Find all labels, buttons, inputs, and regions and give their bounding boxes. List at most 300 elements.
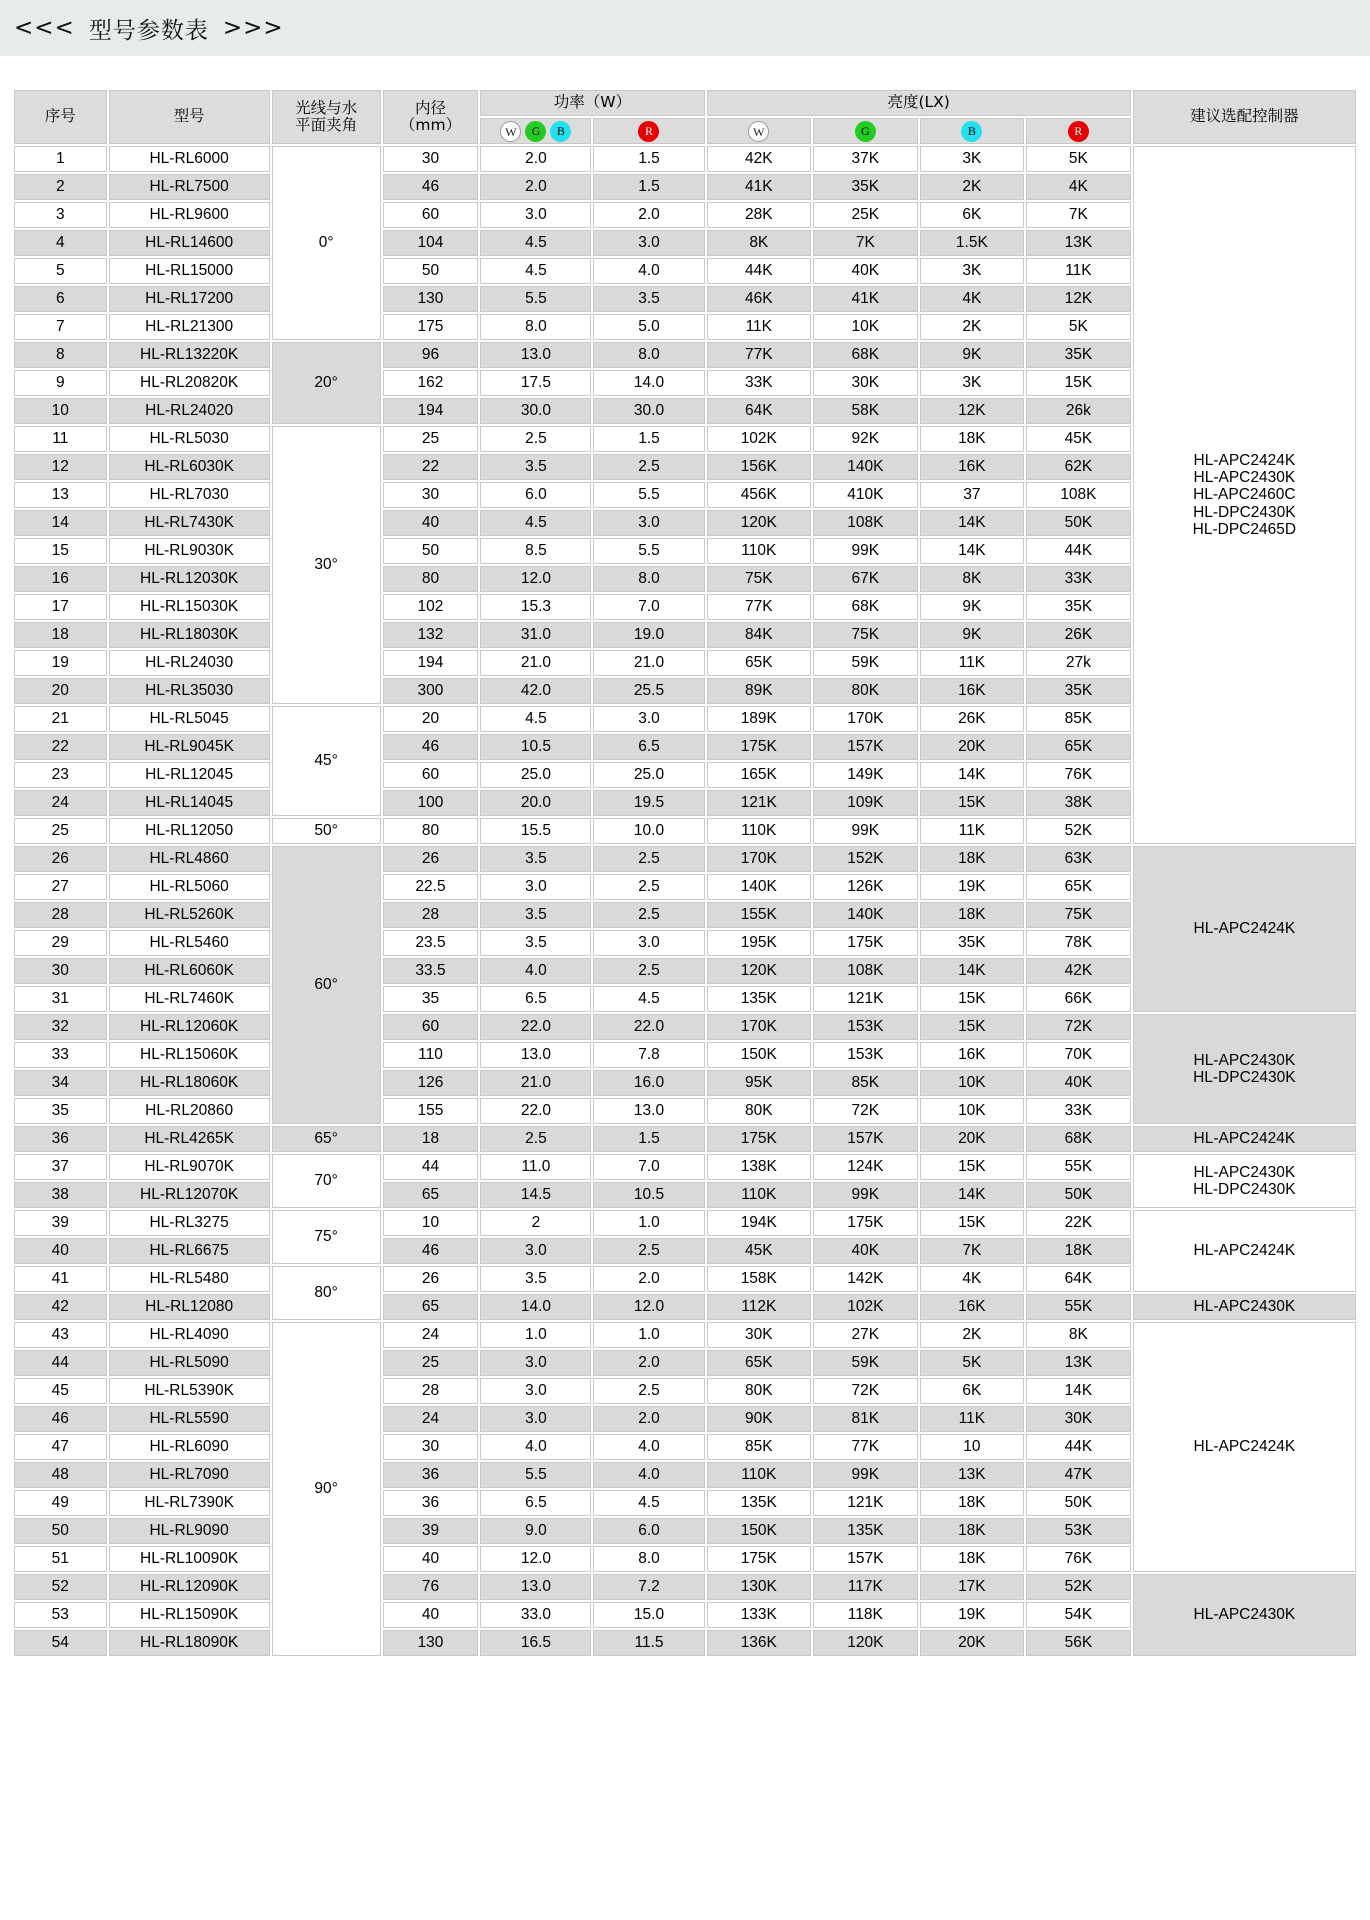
cell-angle: 50° bbox=[272, 818, 381, 844]
cell-brightness-g: 25K bbox=[813, 202, 918, 228]
cell-power-r: 2.0 bbox=[593, 1266, 704, 1292]
cell-index: 40 bbox=[14, 1238, 107, 1264]
cell-brightness-w: 155K bbox=[707, 902, 812, 928]
cell-diameter: 24 bbox=[383, 1406, 479, 1432]
cell-diameter: 44 bbox=[383, 1154, 479, 1180]
cell-diameter: 30 bbox=[383, 482, 479, 508]
cell-index: 6 bbox=[14, 286, 107, 312]
col-header-power-wgb bbox=[480, 118, 591, 144]
cell-power-wgb: 6.0 bbox=[480, 482, 591, 508]
cell-power-r: 3.5 bbox=[593, 286, 704, 312]
cell-diameter: 300 bbox=[383, 678, 479, 704]
cell-diameter: 18 bbox=[383, 1126, 479, 1152]
cell-index: 42 bbox=[14, 1294, 107, 1320]
cell-brightness-b: 16K bbox=[920, 1294, 1025, 1320]
cell-power-wgb: 12.0 bbox=[480, 1546, 591, 1572]
cell-model: HL-RL13220K bbox=[109, 342, 270, 368]
cell-power-wgb: 6.5 bbox=[480, 1490, 591, 1516]
cell-brightness-w: 120K bbox=[707, 958, 812, 984]
cell-power-r: 3.0 bbox=[593, 706, 704, 732]
cell-model: HL-RL7390K bbox=[109, 1490, 270, 1516]
cell-brightness-g: 99K bbox=[813, 1462, 918, 1488]
cell-index: 18 bbox=[14, 622, 107, 648]
cell-brightness-b: 15K bbox=[920, 986, 1025, 1012]
cell-brightness-b: 1.5K bbox=[920, 230, 1025, 256]
table-row bbox=[14, 1154, 1356, 1180]
cell-brightness-w: 90K bbox=[707, 1406, 812, 1432]
cell-brightness-r: 40K bbox=[1026, 1070, 1131, 1096]
cell-brightness-w: 133K bbox=[707, 1602, 812, 1628]
cell-brightness-w: 121K bbox=[707, 790, 812, 816]
cell-index: 25 bbox=[14, 818, 107, 844]
cell-power-wgb: 21.0 bbox=[480, 650, 591, 676]
cell-brightness-g: 175K bbox=[813, 1210, 918, 1236]
cell-brightness-r: 5K bbox=[1026, 146, 1131, 172]
led-red-icon: R bbox=[1068, 121, 1089, 142]
cell-index: 53 bbox=[14, 1602, 107, 1628]
cell-power-wgb: 20.0 bbox=[480, 790, 591, 816]
cell-brightness-w: 65K bbox=[707, 650, 812, 676]
cell-brightness-g: 126K bbox=[813, 874, 918, 900]
cell-brightness-b: 7K bbox=[920, 1238, 1025, 1264]
col-header-diameter-line1: 内径 bbox=[414, 98, 446, 117]
cell-brightness-b: 12K bbox=[920, 398, 1025, 424]
cell-diameter: 50 bbox=[383, 538, 479, 564]
cell-power-wgb: 13.0 bbox=[480, 1574, 591, 1600]
cell-power-wgb: 1.0 bbox=[480, 1322, 591, 1348]
cell-brightness-b: 3K bbox=[920, 258, 1025, 284]
cell-power-r: 4.5 bbox=[593, 986, 704, 1012]
cell-diameter: 46 bbox=[383, 1238, 479, 1264]
cell-brightness-g: 140K bbox=[813, 454, 918, 480]
cell-brightness-w: 195K bbox=[707, 930, 812, 956]
cell-brightness-w: 130K bbox=[707, 1574, 812, 1600]
cell-model: HL-RL5460 bbox=[109, 930, 270, 956]
cell-index: 8 bbox=[14, 342, 107, 368]
cell-power-wgb: 3.0 bbox=[480, 1238, 591, 1264]
cell-brightness-r: 44K bbox=[1026, 538, 1131, 564]
cell-diameter: 23.5 bbox=[383, 930, 479, 956]
controller-model: HL-APC2424K bbox=[1193, 452, 1296, 470]
cell-power-wgb: 4.5 bbox=[480, 510, 591, 536]
cell-brightness-b: 9K bbox=[920, 622, 1025, 648]
cell-brightness-g: 124K bbox=[813, 1154, 918, 1180]
cell-brightness-r: 72K bbox=[1026, 1014, 1131, 1040]
cell-brightness-b: 10K bbox=[920, 1070, 1025, 1096]
cell-brightness-g: 99K bbox=[813, 818, 918, 844]
cell-index: 44 bbox=[14, 1350, 107, 1376]
cell-diameter: 28 bbox=[383, 902, 479, 928]
cell-model: HL-RL5030 bbox=[109, 426, 270, 452]
cell-index: 37 bbox=[14, 1154, 107, 1180]
cell-index: 54 bbox=[14, 1630, 107, 1656]
cell-brightness-g: 153K bbox=[813, 1014, 918, 1040]
cell-controller bbox=[1133, 1210, 1356, 1292]
cell-index: 2 bbox=[14, 174, 107, 200]
cell-brightness-b: 2K bbox=[920, 1322, 1025, 1348]
cell-diameter: 26 bbox=[383, 846, 479, 872]
cell-power-r: 12.0 bbox=[593, 1294, 704, 1320]
cell-brightness-r: 65K bbox=[1026, 874, 1131, 900]
banner-suffix-arrows: >>> bbox=[222, 15, 284, 41]
cell-model: HL-RL4090 bbox=[109, 1322, 270, 1348]
cell-brightness-r: 50K bbox=[1026, 1182, 1131, 1208]
controller-model: HL-APC2430K bbox=[1193, 1051, 1296, 1069]
cell-model: HL-RL4265K bbox=[109, 1126, 270, 1152]
cell-index: 28 bbox=[14, 902, 107, 928]
cell-brightness-w: 140K bbox=[707, 874, 812, 900]
cell-brightness-g: 68K bbox=[813, 342, 918, 368]
cell-brightness-g: 58K bbox=[813, 398, 918, 424]
cell-brightness-r: 55K bbox=[1026, 1154, 1131, 1180]
cell-brightness-w: 150K bbox=[707, 1518, 812, 1544]
cell-model: HL-RL12060K bbox=[109, 1014, 270, 1040]
cell-brightness-w: 158K bbox=[707, 1266, 812, 1292]
cell-brightness-g: 30K bbox=[813, 370, 918, 396]
cell-brightness-b: 18K bbox=[920, 1518, 1025, 1544]
cell-brightness-w: 112K bbox=[707, 1294, 812, 1320]
cell-brightness-r: 38K bbox=[1026, 790, 1131, 816]
cell-diameter: 130 bbox=[383, 286, 479, 312]
cell-brightness-b: 4K bbox=[920, 1266, 1025, 1292]
cell-power-r: 7.0 bbox=[593, 594, 704, 620]
cell-power-r: 2.5 bbox=[593, 454, 704, 480]
cell-diameter: 25 bbox=[383, 1350, 479, 1376]
cell-brightness-g: 157K bbox=[813, 1126, 918, 1152]
table-row bbox=[14, 1294, 1356, 1320]
cell-power-wgb: 3.5 bbox=[480, 454, 591, 480]
controller-model: HL-APC2460C bbox=[1193, 486, 1296, 504]
cell-model: HL-RL18090K bbox=[109, 1630, 270, 1656]
cell-diameter: 25 bbox=[383, 426, 479, 452]
cell-power-r: 2.5 bbox=[593, 874, 704, 900]
cell-model: HL-RL12090K bbox=[109, 1574, 270, 1600]
cell-power-r: 5.0 bbox=[593, 314, 704, 340]
cell-power-wgb: 14.0 bbox=[480, 1294, 591, 1320]
cell-power-wgb: 3.0 bbox=[480, 1378, 591, 1404]
cell-power-r: 4.0 bbox=[593, 258, 704, 284]
cell-index: 30 bbox=[14, 958, 107, 984]
cell-brightness-r: 76K bbox=[1026, 1546, 1131, 1572]
cell-diameter: 76 bbox=[383, 1574, 479, 1600]
cell-power-r: 4.0 bbox=[593, 1434, 704, 1460]
controller-model: HL-APC2424K bbox=[1193, 1438, 1296, 1456]
cell-brightness-b: 6K bbox=[920, 202, 1025, 228]
cell-brightness-r: 33K bbox=[1026, 566, 1131, 592]
cell-angle: 30° bbox=[272, 426, 381, 704]
cell-index: 16 bbox=[14, 566, 107, 592]
cell-brightness-r: 76K bbox=[1026, 762, 1131, 788]
cell-model: HL-RL20820K bbox=[109, 370, 270, 396]
cell-brightness-g: 149K bbox=[813, 762, 918, 788]
cell-index: 12 bbox=[14, 454, 107, 480]
cell-power-r: 8.0 bbox=[593, 342, 704, 368]
cell-brightness-r: 13K bbox=[1026, 1350, 1131, 1376]
col-header-brightness-b bbox=[920, 118, 1025, 144]
cell-diameter: 46 bbox=[383, 174, 479, 200]
cell-power-r: 7.8 bbox=[593, 1042, 704, 1068]
cell-index: 49 bbox=[14, 1490, 107, 1516]
cell-brightness-w: 11K bbox=[707, 314, 812, 340]
cell-brightness-b: 17K bbox=[920, 1574, 1025, 1600]
table-row bbox=[14, 1210, 1356, 1236]
cell-brightness-r: 42K bbox=[1026, 958, 1131, 984]
cell-model: HL-RL24030 bbox=[109, 650, 270, 676]
cell-brightness-r: 52K bbox=[1026, 1574, 1131, 1600]
cell-index: 39 bbox=[14, 1210, 107, 1236]
cell-brightness-g: 135K bbox=[813, 1518, 918, 1544]
cell-brightness-g: 85K bbox=[813, 1070, 918, 1096]
cell-brightness-b: 19K bbox=[920, 874, 1025, 900]
cell-brightness-g: 108K bbox=[813, 958, 918, 984]
cell-power-r: 2.5 bbox=[593, 846, 704, 872]
cell-brightness-g: 175K bbox=[813, 930, 918, 956]
cell-brightness-r: 44K bbox=[1026, 1434, 1131, 1460]
cell-brightness-b: 8K bbox=[920, 566, 1025, 592]
cell-model: HL-RL12080 bbox=[109, 1294, 270, 1320]
cell-power-wgb: 3.5 bbox=[480, 902, 591, 928]
cell-brightness-w: 77K bbox=[707, 342, 812, 368]
cell-power-r: 25.0 bbox=[593, 762, 704, 788]
cell-brightness-w: 33K bbox=[707, 370, 812, 396]
cell-brightness-b: 11K bbox=[920, 818, 1025, 844]
cell-angle: 75° bbox=[272, 1210, 381, 1264]
cell-brightness-w: 110K bbox=[707, 818, 812, 844]
cell-index: 22 bbox=[14, 734, 107, 760]
cell-brightness-w: 150K bbox=[707, 1042, 812, 1068]
controller-model: HL-APC2424K bbox=[1193, 920, 1296, 938]
table-row bbox=[14, 1574, 1356, 1600]
cell-brightness-r: 12K bbox=[1026, 286, 1131, 312]
cell-diameter: 40 bbox=[383, 510, 479, 536]
cell-index: 19 bbox=[14, 650, 107, 676]
cell-brightness-r: 70K bbox=[1026, 1042, 1131, 1068]
controller-model: HL-APC2424K bbox=[1193, 1242, 1296, 1260]
cell-brightness-w: 77K bbox=[707, 594, 812, 620]
cell-brightness-r: 27k bbox=[1026, 650, 1131, 676]
cell-power-wgb: 16.5 bbox=[480, 1630, 591, 1656]
cell-index: 32 bbox=[14, 1014, 107, 1040]
cell-controller bbox=[1133, 1126, 1356, 1152]
cell-brightness-b: 10K bbox=[920, 1098, 1025, 1124]
cell-power-r: 1.5 bbox=[593, 174, 704, 200]
cell-angle: 20° bbox=[272, 342, 381, 424]
cell-brightness-r: 11K bbox=[1026, 258, 1131, 284]
cell-model: HL-RL24020 bbox=[109, 398, 270, 424]
cell-brightness-b: 16K bbox=[920, 1042, 1025, 1068]
cell-brightness-g: 118K bbox=[813, 1602, 918, 1628]
cell-power-r: 6.5 bbox=[593, 734, 704, 760]
cell-power-wgb: 30.0 bbox=[480, 398, 591, 424]
cell-brightness-w: 189K bbox=[707, 706, 812, 732]
cell-brightness-g: 40K bbox=[813, 1238, 918, 1264]
cell-power-wgb: 9.0 bbox=[480, 1518, 591, 1544]
cell-model: HL-RL9090 bbox=[109, 1518, 270, 1544]
cell-power-wgb: 3.0 bbox=[480, 1406, 591, 1432]
cell-model: HL-RL10090K bbox=[109, 1546, 270, 1572]
col-header-model: 型号 bbox=[109, 90, 270, 144]
cell-index: 14 bbox=[14, 510, 107, 536]
cell-power-r: 21.0 bbox=[593, 650, 704, 676]
cell-brightness-b: 20K bbox=[920, 1630, 1025, 1656]
cell-model: HL-RL18060K bbox=[109, 1070, 270, 1096]
cell-brightness-b: 26K bbox=[920, 706, 1025, 732]
cell-brightness-b: 13K bbox=[920, 1462, 1025, 1488]
cell-model: HL-RL4860 bbox=[109, 846, 270, 872]
cell-power-wgb: 3.5 bbox=[480, 930, 591, 956]
cell-brightness-b: 9K bbox=[920, 594, 1025, 620]
table-row bbox=[14, 1126, 1356, 1152]
cell-brightness-r: 55K bbox=[1026, 1294, 1131, 1320]
cell-brightness-r: 50K bbox=[1026, 510, 1131, 536]
cell-model: HL-RL7030 bbox=[109, 482, 270, 508]
cell-power-wgb: 2 bbox=[480, 1210, 591, 1236]
cell-brightness-r: 56K bbox=[1026, 1630, 1131, 1656]
cell-index: 4 bbox=[14, 230, 107, 256]
cell-brightness-r: 22K bbox=[1026, 1210, 1131, 1236]
cell-power-wgb: 8.5 bbox=[480, 538, 591, 564]
cell-power-wgb: 31.0 bbox=[480, 622, 591, 648]
cell-brightness-r: 53K bbox=[1026, 1518, 1131, 1544]
cell-brightness-r: 54K bbox=[1026, 1602, 1131, 1628]
cell-power-r: 3.0 bbox=[593, 930, 704, 956]
cell-brightness-b: 11K bbox=[920, 650, 1025, 676]
cell-brightness-r: 15K bbox=[1026, 370, 1131, 396]
cell-brightness-w: 41K bbox=[707, 174, 812, 200]
cell-index: 46 bbox=[14, 1406, 107, 1432]
cell-model: HL-RL15060K bbox=[109, 1042, 270, 1068]
cell-brightness-g: 81K bbox=[813, 1406, 918, 1432]
cell-index: 26 bbox=[14, 846, 107, 872]
cell-power-wgb: 15.3 bbox=[480, 594, 591, 620]
cell-brightness-w: 175K bbox=[707, 734, 812, 760]
cell-angle: 90° bbox=[272, 1322, 381, 1656]
cell-power-r: 13.0 bbox=[593, 1098, 704, 1124]
cell-brightness-b: 9K bbox=[920, 342, 1025, 368]
cell-diameter: 175 bbox=[383, 314, 479, 340]
cell-power-wgb: 3.0 bbox=[480, 874, 591, 900]
cell-controller bbox=[1133, 1574, 1356, 1656]
cell-diameter: 155 bbox=[383, 1098, 479, 1124]
cell-model: HL-RL15030K bbox=[109, 594, 270, 620]
cell-index: 21 bbox=[14, 706, 107, 732]
col-header-diameter bbox=[383, 90, 479, 144]
col-header-power-r bbox=[593, 118, 704, 144]
cell-power-wgb: 2.0 bbox=[480, 146, 591, 172]
cell-brightness-r: 5K bbox=[1026, 314, 1131, 340]
cell-power-r: 4.5 bbox=[593, 1490, 704, 1516]
cell-power-r: 1.0 bbox=[593, 1210, 704, 1236]
cell-power-r: 7.0 bbox=[593, 1154, 704, 1180]
cell-model: HL-RL9070K bbox=[109, 1154, 270, 1180]
controller-model: HL-DPC2430K bbox=[1193, 503, 1296, 521]
controller-model: HL-APC2424K bbox=[1193, 1130, 1296, 1148]
cell-diameter: 33.5 bbox=[383, 958, 479, 984]
cell-brightness-g: 99K bbox=[813, 1182, 918, 1208]
cell-power-wgb: 22.0 bbox=[480, 1098, 591, 1124]
cell-brightness-w: 8K bbox=[707, 230, 812, 256]
cell-brightness-r: 35K bbox=[1026, 594, 1131, 620]
cell-index: 24 bbox=[14, 790, 107, 816]
cell-brightness-w: 46K bbox=[707, 286, 812, 312]
cell-brightness-g: 157K bbox=[813, 1546, 918, 1572]
cell-brightness-r: 62K bbox=[1026, 454, 1131, 480]
cell-brightness-g: 120K bbox=[813, 1630, 918, 1656]
led-white-icon: W bbox=[748, 121, 769, 142]
cell-brightness-g: 153K bbox=[813, 1042, 918, 1068]
cell-brightness-g: 121K bbox=[813, 1490, 918, 1516]
cell-index: 52 bbox=[14, 1574, 107, 1600]
cell-brightness-w: 85K bbox=[707, 1434, 812, 1460]
cell-brightness-b: 2K bbox=[920, 314, 1025, 340]
cell-power-wgb: 4.5 bbox=[480, 706, 591, 732]
table-row bbox=[14, 846, 1356, 872]
cell-power-wgb: 42.0 bbox=[480, 678, 591, 704]
cell-brightness-w: 80K bbox=[707, 1098, 812, 1124]
cell-brightness-r: 4K bbox=[1026, 174, 1131, 200]
cell-diameter: 40 bbox=[383, 1602, 479, 1628]
cell-model: HL-RL6060K bbox=[109, 958, 270, 984]
cell-brightness-b: 14K bbox=[920, 510, 1025, 536]
cell-diameter: 10 bbox=[383, 1210, 479, 1236]
cell-model: HL-RL7090 bbox=[109, 1462, 270, 1488]
cell-power-r: 1.5 bbox=[593, 146, 704, 172]
cell-power-r: 16.0 bbox=[593, 1070, 704, 1096]
cell-brightness-w: 102K bbox=[707, 426, 812, 452]
cell-index: 50 bbox=[14, 1518, 107, 1544]
cell-brightness-b: 3K bbox=[920, 146, 1025, 172]
cell-diameter: 60 bbox=[383, 762, 479, 788]
cell-power-r: 2.0 bbox=[593, 1406, 704, 1432]
cell-brightness-b: 18K bbox=[920, 1546, 1025, 1572]
cell-power-wgb: 4.5 bbox=[480, 230, 591, 256]
cell-index: 34 bbox=[14, 1070, 107, 1096]
cell-power-wgb: 25.0 bbox=[480, 762, 591, 788]
cell-brightness-w: 64K bbox=[707, 398, 812, 424]
cell-brightness-g: 72K bbox=[813, 1378, 918, 1404]
cell-brightness-b: 20K bbox=[920, 1126, 1025, 1152]
cell-brightness-g: 410K bbox=[813, 482, 918, 508]
cell-brightness-r: 63K bbox=[1026, 846, 1131, 872]
cell-brightness-r: 68K bbox=[1026, 1126, 1131, 1152]
cell-diameter: 24 bbox=[383, 1322, 479, 1348]
cell-model: HL-RL6030K bbox=[109, 454, 270, 480]
cell-brightness-b: 15K bbox=[920, 1014, 1025, 1040]
cell-model: HL-RL7460K bbox=[109, 986, 270, 1012]
cell-controller bbox=[1133, 846, 1356, 1012]
col-header-brightness-w bbox=[707, 118, 812, 144]
cell-brightness-r: 78K bbox=[1026, 930, 1131, 956]
cell-brightness-g: 157K bbox=[813, 734, 918, 760]
cell-model: HL-RL9045K bbox=[109, 734, 270, 760]
cell-brightness-b: 18K bbox=[920, 902, 1025, 928]
cell-brightness-r: 85K bbox=[1026, 706, 1131, 732]
cell-brightness-b: 16K bbox=[920, 678, 1025, 704]
cell-brightness-w: 110K bbox=[707, 1462, 812, 1488]
cell-brightness-b: 19K bbox=[920, 1602, 1025, 1628]
cell-model: HL-RL5260K bbox=[109, 902, 270, 928]
cell-brightness-b: 15K bbox=[920, 1154, 1025, 1180]
cell-brightness-w: 80K bbox=[707, 1378, 812, 1404]
cell-power-r: 5.5 bbox=[593, 482, 704, 508]
cell-brightness-g: 142K bbox=[813, 1266, 918, 1292]
cell-model: HL-RL15090K bbox=[109, 1602, 270, 1628]
controller-model: HL-APC2430K bbox=[1193, 1606, 1296, 1624]
cell-brightness-r: 52K bbox=[1026, 818, 1131, 844]
cell-model: HL-RL5060 bbox=[109, 874, 270, 900]
cell-power-r: 2.0 bbox=[593, 1350, 704, 1376]
cell-power-r: 15.0 bbox=[593, 1602, 704, 1628]
